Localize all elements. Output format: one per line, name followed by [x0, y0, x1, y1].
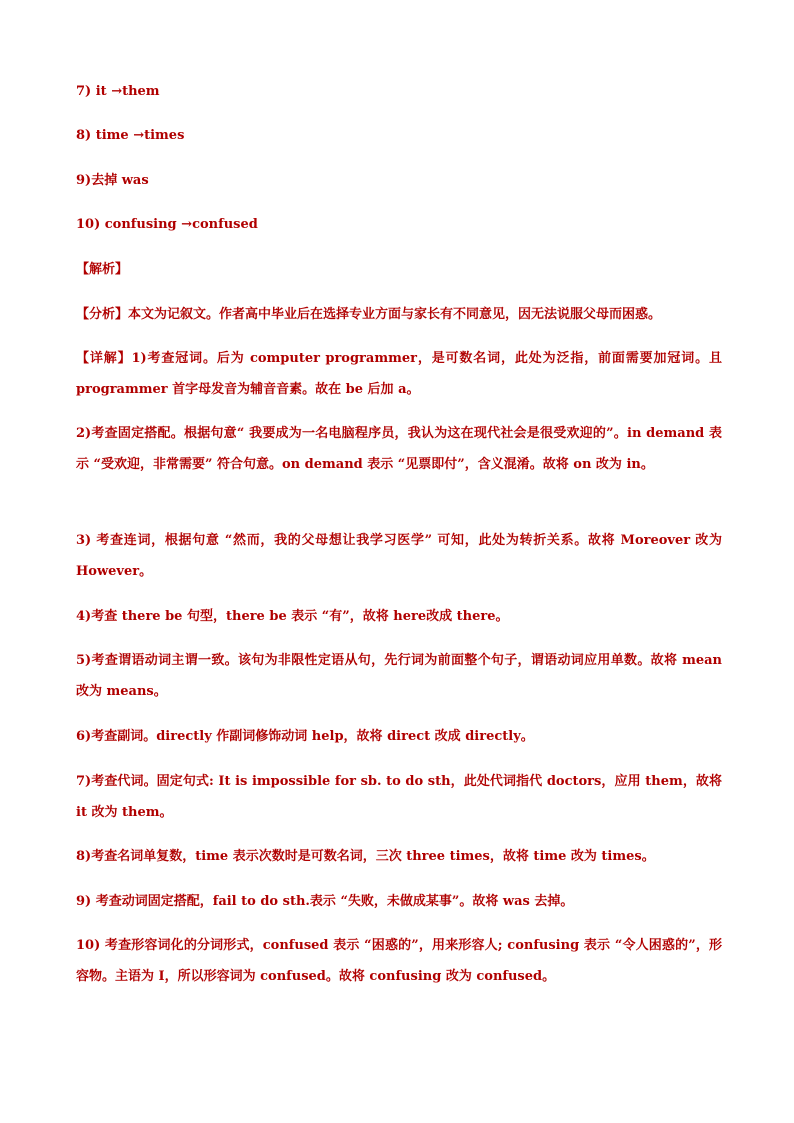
- detail-8: 8)考查名词单复数，time 表示次数时是可数名词，三次 three times，故将 time 改为 times。: [76, 849, 655, 864]
- detail-1: 【详解】1)考查冠词。后为 computer programmer，是可数名词，此处为泛指，前面需要加冠词。且 programmer 首字母发音为辅音音素。故在 be 后加 a。: [76, 351, 722, 397]
- detail-6: 6)考查副词。directly 作副词修饰动词 help，故将 direct 改成 directly。: [76, 729, 534, 744]
- detail-7: 7)考查代词。固定句式: It is impossible for sb. to do sth，此处代词指代 doctors，应用 them，故将 it 改为 them。: [76, 774, 722, 820]
- answer-8: 8) time →times: [76, 128, 185, 143]
- detail-4: 4)考查 there be 句型，there be 表示 “有”，故将 here改成 there。: [76, 609, 509, 624]
- analysis-summary: 【分析】本文为记叙文。作者高中毕业后在选择专业方面与家长有不同意见，因无法说服父母而困惑。: [76, 307, 662, 322]
- analysis-heading: 【解析】: [76, 262, 129, 277]
- detail-2: 2)考查固定搭配。根据句意“ 我要成为一名电脑程序员，我认为这在现代社会是很受欢迎的”。in demand 表示 “受欢迎，非常需要” 符合句意。on demand 表示 “见票即付”，含义混淆。故将 on 改为 in。: [76, 426, 722, 472]
- answer-7: 7) it →them: [76, 84, 160, 99]
- detail-5: 5)考查谓语动词主谓一致。该句为非限性定语从句，先行词为前面整个句子，谓语动词应用单数。故将 mean 改为 means。: [76, 653, 722, 699]
- answer-10: 10) confusing →confused: [76, 217, 258, 232]
- detail-3: 3) 考查连词，根据句意 “然而，我的父母想让我学习医学” 可知，此处为转折关系。故将 Moreover 改为 However。: [76, 533, 722, 579]
- answer-9: 9)去掉 was: [76, 173, 149, 188]
- detail-9: 9) 考查动词固定搭配，fail to do sth.表示 “失败，未做成某事”。故将 was 去掉。: [76, 894, 574, 909]
- detail-10: 10) 考查形容词化的分词形式，confused 表示 “困惑的”，用来形容人; confusing 表示 “令人困惑的”，形容物。主语为 I，所以形容词为 confused。故将 confusing 改为 confused。: [76, 938, 722, 984]
